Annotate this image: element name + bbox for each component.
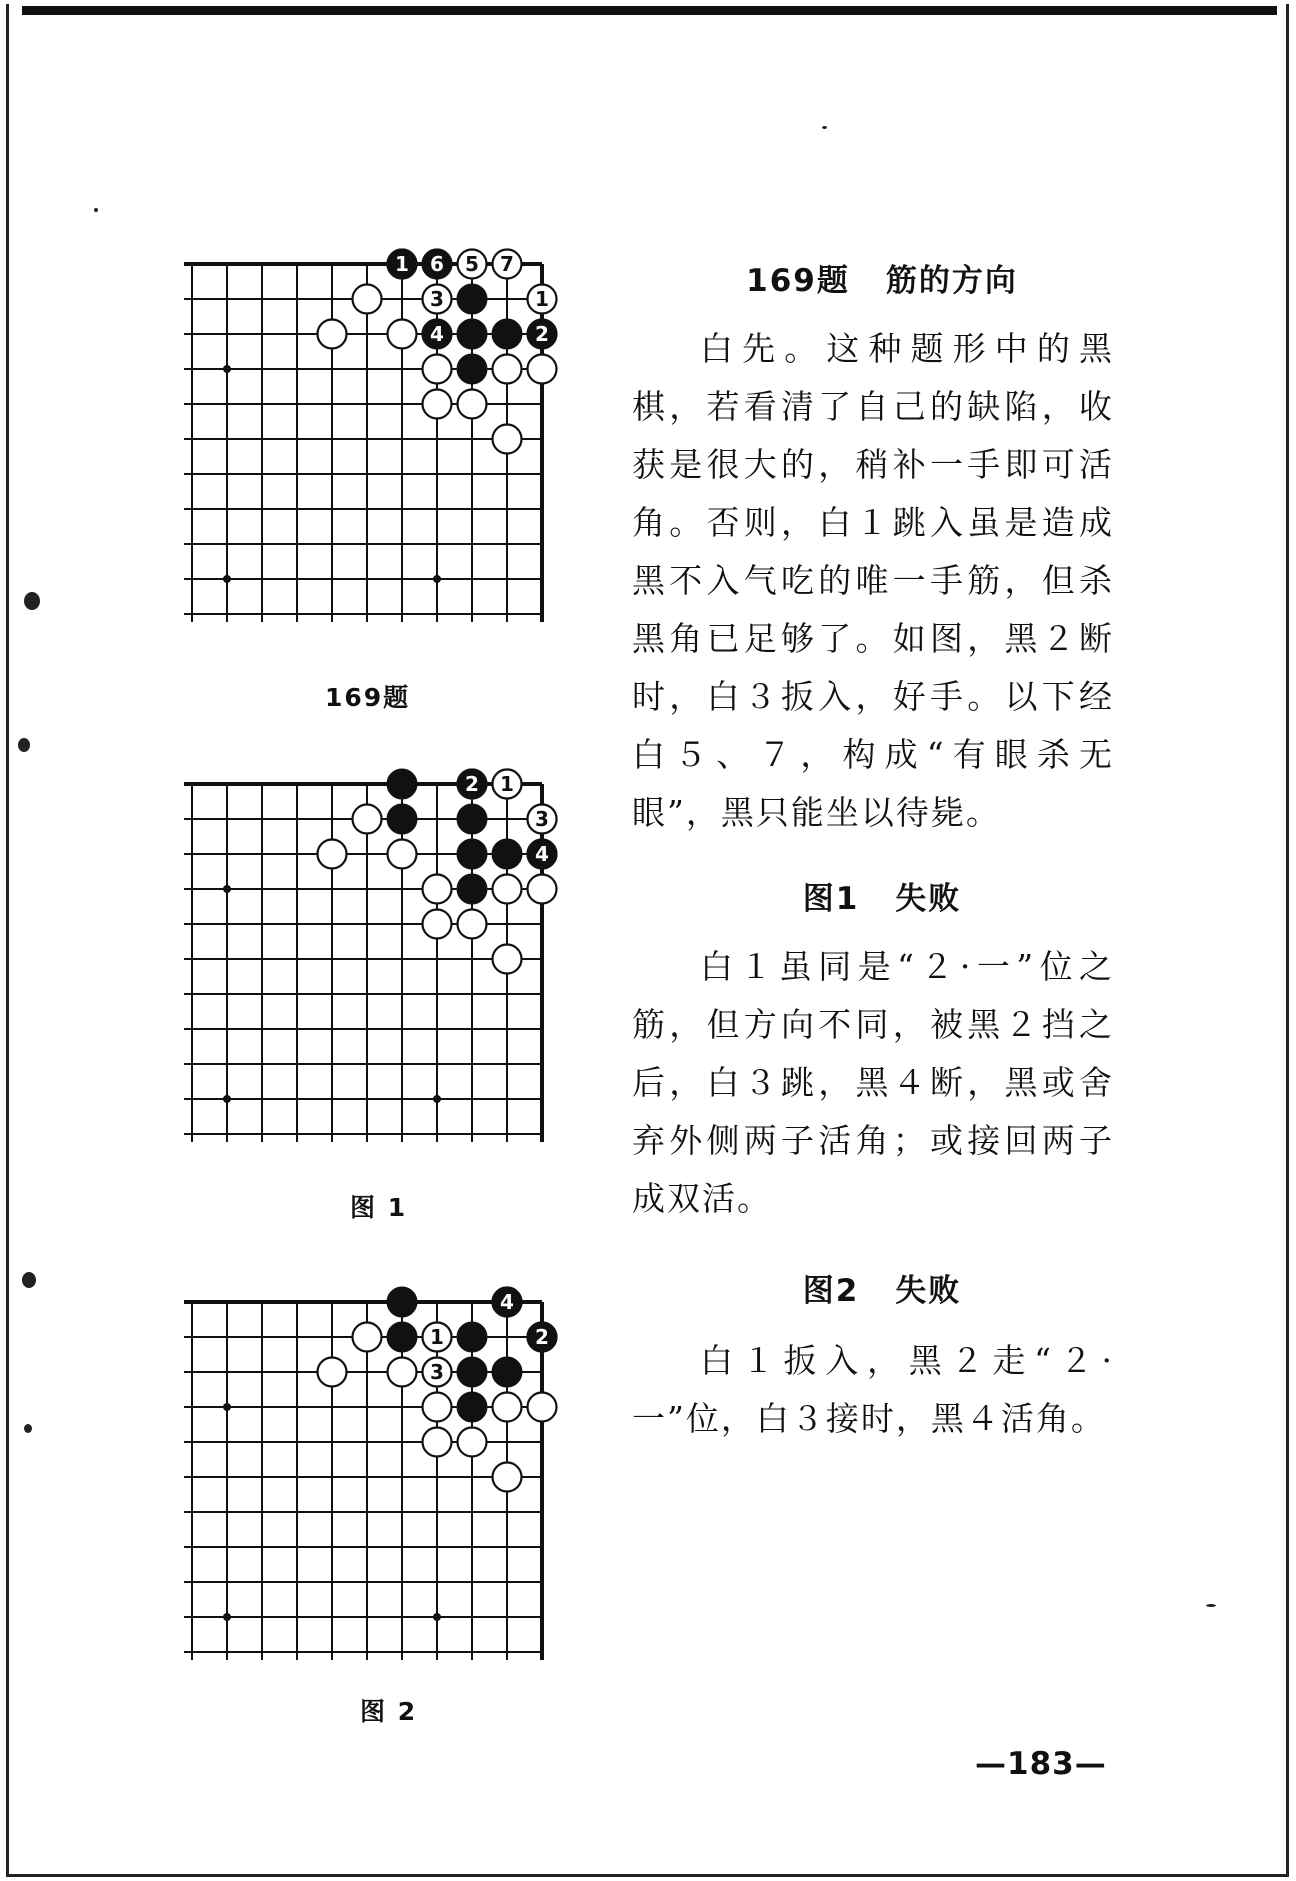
move-number: 1 (535, 287, 549, 311)
black-stone (458, 805, 487, 834)
black-stone (458, 1323, 487, 1352)
black-stone (458, 355, 487, 384)
move-number: 7 (500, 252, 514, 276)
white-stone (318, 320, 347, 349)
white-stone (423, 875, 452, 904)
top-rule (22, 6, 1277, 15)
section-heading-fig1 (632, 873, 1132, 918)
white-stone (458, 390, 487, 419)
white-stone (353, 285, 382, 314)
white-stone (493, 425, 522, 454)
black-stone (458, 1358, 487, 1387)
move-number: 6 (430, 252, 444, 276)
black-stone (458, 840, 487, 869)
diagram-caption-169: 169题 (325, 683, 411, 712)
white-stone (493, 1393, 522, 1422)
scan-speck (24, 1424, 32, 1433)
star-point (223, 1613, 231, 1621)
section-title-fig2: 图2 (802, 1273, 860, 1309)
move-number: 2 (465, 772, 479, 796)
white-stone (528, 355, 557, 384)
white-stone (458, 910, 487, 939)
black-stone (388, 1288, 417, 1317)
move-number: 4 (500, 1290, 514, 1314)
diagram-caption-fig1: 图 1 (350, 1193, 408, 1222)
section-text-169: 白先。这种题形中的黑棋，若看清了自己的缺陷，收获是很大的，稍补一手即可活角。否则，白１跳入虽是造成黑不入气吃的唯一手筋，但杀黑角已足够了。如图，黑２断时，白３扳入，好手。以下经白５、７，构成“有眼杀无眼”，黑只能坐以待毙。 (632, 329, 1114, 832)
move-number: 4 (430, 322, 444, 346)
white-stone (353, 805, 382, 834)
black-stone (388, 1323, 417, 1352)
white-stone (423, 1393, 452, 1422)
go-board-fig1 (180, 750, 580, 1150)
white-stone (388, 840, 417, 869)
white-stone (528, 875, 557, 904)
star-point (433, 1095, 441, 1103)
move-number: 3 (430, 287, 444, 311)
move-number: 4 (535, 842, 549, 866)
white-stone (493, 1463, 522, 1492)
white-stone (493, 355, 522, 384)
scan-speck (24, 592, 40, 610)
go-board-fig2 (180, 1268, 580, 1668)
diagram-caption-fig2: 图 2 (360, 1697, 418, 1726)
black-stone (458, 285, 487, 314)
white-stone (318, 840, 347, 869)
star-point (223, 575, 231, 583)
white-stone (388, 320, 417, 349)
white-stone (528, 1393, 557, 1422)
white-stone (423, 910, 452, 939)
section-text-fig1: 白１虽同是“２·一”位之筋，但方向不同，被黑２挡之后，白３跳，黑４断，黑或舍弃外侧两子活角；或接回两子成双活。 (632, 947, 1114, 1218)
star-point (433, 575, 441, 583)
white-stone (423, 1428, 452, 1457)
black-stone (458, 1393, 487, 1422)
page-number: —183— (975, 1746, 1107, 1782)
white-stone (388, 1358, 417, 1387)
white-stone (353, 1323, 382, 1352)
white-stone (493, 945, 522, 974)
star-point (223, 365, 231, 373)
star-point (223, 1403, 231, 1411)
section-subtitle-fig2: 失败 (895, 1273, 962, 1309)
star-point (223, 885, 231, 893)
section-subtitle-169: 筋的方向 (885, 263, 1018, 299)
section-text-fig2: 白１扳入，黑２走“２·一”位，白３接时，黑４活角。 (632, 1341, 1114, 1438)
scan-speck (18, 738, 30, 752)
white-stone (423, 355, 452, 384)
scan-speck (94, 208, 98, 212)
black-stone (388, 770, 417, 799)
black-stone (493, 320, 522, 349)
scan-speck (822, 126, 827, 129)
white-stone (493, 875, 522, 904)
move-number: 3 (535, 807, 549, 831)
black-stone (493, 1358, 522, 1387)
scan-speck (22, 1272, 36, 1288)
black-stone (493, 840, 522, 869)
section-title-169: 169题 (746, 263, 850, 299)
move-number: 2 (535, 1325, 549, 1349)
go-board-169 (180, 230, 580, 630)
move-number: 1 (395, 252, 409, 276)
white-stone (458, 1428, 487, 1457)
section-subtitle-fig1: 失败 (895, 881, 962, 917)
section-heading-169 (632, 255, 1132, 300)
move-number: 3 (430, 1360, 444, 1384)
move-number: 1 (430, 1325, 444, 1349)
move-number: 2 (535, 322, 549, 346)
section-heading-fig2 (632, 1265, 1132, 1310)
move-number: 5 (465, 252, 479, 276)
move-number: 1 (500, 772, 514, 796)
star-point (433, 1613, 441, 1621)
black-stone (458, 320, 487, 349)
star-point (223, 1095, 231, 1103)
scan-speck (1206, 1604, 1216, 1607)
white-stone (423, 390, 452, 419)
black-stone (388, 805, 417, 834)
section-title-fig1: 图1 (802, 881, 860, 917)
black-stone (458, 875, 487, 904)
white-stone (318, 1358, 347, 1387)
